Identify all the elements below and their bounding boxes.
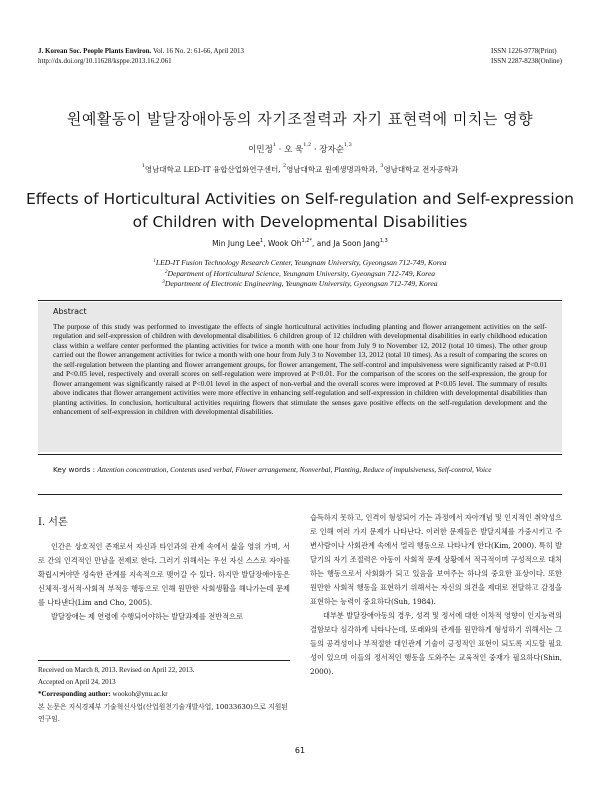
corresponding-email[interactable]: wookoh@ynu.ac.kr [110, 690, 168, 699]
affil-sup: 3 [380, 163, 384, 169]
english-affil-2-line [0, 269, 600, 280]
issn-print: ISSN 1226-9778(Print) [491, 47, 557, 55]
english-affil-3: Department of Electronic Engineering, Yeungnam University, Gyeongsan 712-749, Korea [164, 279, 438, 288]
section-title: I. 서론 [38, 517, 68, 528]
korean-affiliations [0, 164, 600, 175]
english-affil-1-line [0, 258, 600, 269]
doi-link[interactable]: http://dx.doi.org/10.11628/ksppe.2013.16.2.061 [38, 57, 172, 65]
korean-affil-2: 영남대학교 원예생명과학과, [286, 165, 381, 174]
korean-affil-1: 영남대학교 LED-IT 융합산업화연구센터, [144, 165, 283, 174]
abstract-heading: Abstract [53, 307, 87, 316]
issn-online: ISSN 2287-8238(Online) [491, 57, 562, 65]
footnote-rule [38, 660, 290, 661]
keywords-bottom-rule [38, 494, 562, 495]
keywords-text: Attention concentration, Contents used verbal, Flower arrangement, Nonverbal, Planting, Reduce of impulsiveness, Self-control, Voice [97, 465, 492, 474]
author-sup: 1 [260, 238, 264, 244]
affil-sup: 1 [141, 163, 145, 169]
korean-affil-3: 영남대학교 전자공학과 [383, 165, 459, 174]
english-title [0, 188, 600, 234]
author-sup: 1,2* [301, 238, 312, 244]
affil-sup: 2 [164, 269, 168, 275]
received-dates: Received on March 8, 2013. Revised on April 22, 2013. [38, 666, 195, 674]
funding-note: 본 논문은 지식경제부 기술혁신사업(산업원천기술개발사업, 10033630)으로 지원된 연구임. [38, 702, 288, 723]
issn-block [491, 46, 562, 66]
author-sup: 1 [272, 142, 276, 148]
paragraph: 발달장애는 제 연령에 수행되어야하는 발달과제를 전반적으로 [51, 612, 243, 621]
abstract-top-rule [38, 300, 562, 301]
author-sup: 1,3 [379, 238, 388, 244]
keywords-label: Key words : [53, 465, 98, 474]
english-author-2: Wook Oh [267, 239, 302, 248]
abstract-bottom-rule [38, 454, 562, 455]
paragraph: 대부분 발달장애아동의 경우, 성격 및 정서에 대한 이차적 영향이 인지능력의 결함보다 심각하게 나타나는데, 또래와의 관계를 원만하게 형성하기 위해서는 그들의 공격성이나 부적절한 대인관계 기술이 긍정적인 표현이 되도록 지도할 필요성이 있으며 이들의 정서적인 행동을 도와주는 교육적인 중재가 필요하다(Shin, 2000). [310, 611, 562, 676]
english-title-line-1: Effects of Horticultural Activities on Self-regulation and Self-expression [25, 190, 575, 208]
journal-name: J. Korean Soc. People Plants Environ. [38, 47, 152, 55]
korean-author-3: 장자순 [319, 145, 344, 155]
english-authors: Min Jung Lee$^1$, Wook $Oh^{1,2*}$, and Ja Soon Jang$^{1,3}$ [212, 238, 388, 248]
journal-header [38, 46, 244, 66]
left-column [38, 540, 290, 624]
right-column [310, 511, 562, 679]
and-text: and [316, 239, 331, 248]
korean-authors [0, 143, 600, 155]
corresponding-label: *Corresponding author: [38, 690, 111, 699]
affil-sup: 3 [162, 280, 165, 285]
paragraph: 습득하지 못하고, 인격이 형성되어 가는 과정에서 자아개념 및 인지적인 취약성으로 인해 여러 가지 문제가 나타난다. 이러한 문제들은 발달지체를 가중시키고 주변사람이나 사회관계 속에서 멀리 행동으로 나타나게 한다(Kim, 2000). 특히 발달기의 자기 조절력은 아동이 사회적 문제 상황에서 적극적이며 구성적으로 대처하는 행동으로서 사회화가 되고 있음을 보여주는 하나의 중요한 표상이다. 또한 원만한 사회적 행동을 표현하기 위해서는 자신의 의견을 제대로 전달하고 감정을 표현하는 능력이 중요하다(Suh, 1984). [310, 513, 562, 606]
separator: · [313, 145, 320, 155]
english-author-3: Ja Soon Jang [333, 239, 380, 248]
korean-author-1: 이민정 [248, 145, 273, 155]
english-affiliations [0, 258, 600, 290]
separator: · [278, 145, 285, 155]
paragraph: 인간은 상호적인 존재로서 자신과 타인과의 관계 속에서 삶을 영위 가며, 서로 간의 인격적인 만남을 전제로 한다. 그러기 위해서는 우선 자신 스스로 자아를 확립시켜야만 성숙한 관계를 지속적으로 맺어갈 수 있다. 하지만 발달장애아동은 신체적·정서적·사회적 부적응 행동으로 인해 원만한 사회생활을 해나가는데 문제를 나타낸다(Lim and Cho, 2005). [38, 542, 290, 607]
page-number: 61 [294, 746, 306, 755]
korean-author-2: 오 욱 [284, 145, 304, 155]
author-sup: 1,2 [303, 142, 312, 148]
footnote [38, 664, 290, 725]
english-author-1: Min Jung Lee [212, 239, 261, 248]
english-affil-3-line [0, 279, 600, 290]
corresponding-author [38, 688, 290, 700]
english-title-line-2: of Children with Developmental Disabilities [132, 213, 468, 231]
affil-sup: 2 [282, 163, 287, 169]
affil-sup: 1 [153, 259, 156, 264]
author-sup: 1,3 [343, 142, 352, 148]
english-affil-2: Department of Horticultural Science, Yeungnam University, Gyeongsan 712-749, Korea [167, 268, 435, 278]
journal-volume: Vol. 16 No. 2: 61-66, April 2013 [152, 47, 245, 55]
english-affil-1: LED-IT Fusion Technology Research Center, Yeungnam University, Gyeongsan 712-749, Korea [155, 258, 447, 267]
korean-title: 원예활동이 발달장애아동의 자기조절력과 자기 표현력에 미치는 영향 [66, 110, 534, 128]
keywords [53, 464, 547, 476]
accepted-date: Accepted on April 24, 2013 [38, 678, 116, 687]
abstract-text: The purpose of this study was performed to investigate the effects of single horticultural activities including planting and flower arrangement activities on the self-regulation and self-expression of children with developmental disabilities. 6 children group of 12 children with developmental disabilities in early childhood education class within a welfare center performed the planting activities for twice a month with one hour from July 9 to November 12, 2012 (total 10 times). The other group carried out the flower arrangement activities for twice a month with one hour from July 3 to November 13, 2012 (total 10 times). As a result of comparing the scores on the self-regulation between the planting and flower arrangement groups, for flower arrangement, The self-control and impulsiveness were significantly raised at P<0.01 and P<0.05 level, respectively and overall scores on self-regulation were improved at P<0.01. For the comparison of the scores on the self-expression, the group for flower arrangement was significantly raised at P<0.01 level in the aspect of non-verbal and the overall scores were improved at P<0.05 level. The summary of results above indicates that flower arrangement activities were more effective in enhancing self-regulation and self-expression in children with developmental disabilities than planting activities. In conclusion, horticultural activities requiring flowers that stimulate the senses gave positive effects on the self-regulation development and the enhancement of self-expression in children with developmental disabilities. [53, 322, 547, 417]
